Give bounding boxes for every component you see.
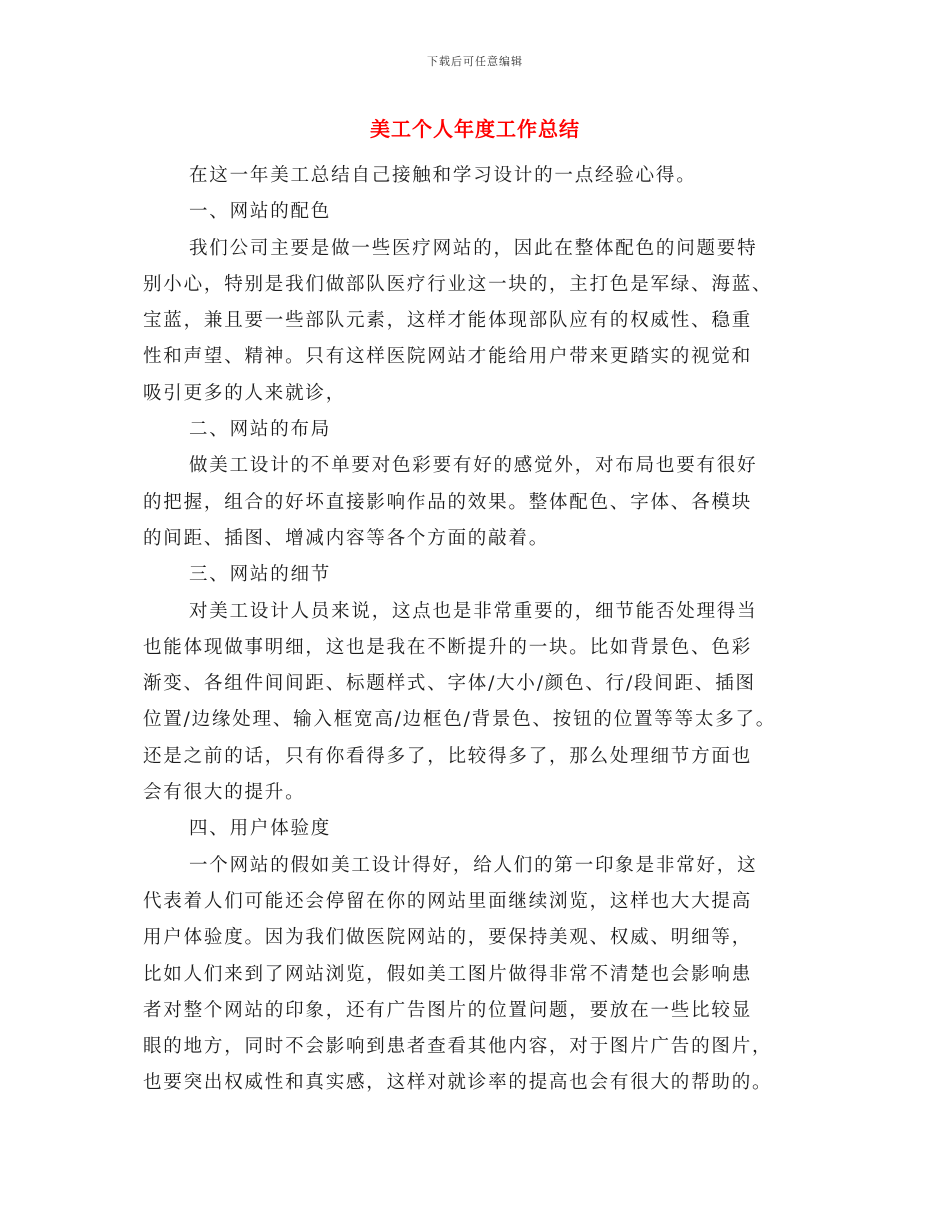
paragraph-line: 比如人们来到了网站浏览，假如美工图片做得非常不清楚也会影响患 (143, 963, 753, 985)
paragraph-line: 宝蓝，兼且要一些部队元素，这样才能体现部队应有的权威性、稳重 (143, 310, 753, 332)
paragraph-line: 一个网站的假如美工设计得好，给人们的第一印象是非常好，这 (189, 854, 758, 876)
paragraph-line: 也要突出权威性和真实感，这样对就诊率的提高也会有很大的帮助的。 (143, 1072, 773, 1094)
paragraph-line: 的把握，组合的好坏直接影响作品的效果。整体配色、字体、各模块 (143, 491, 753, 513)
section-heading-details: 三、网站的细节 (189, 564, 332, 586)
paragraph-line: 别小心，特别是我们做部队医疗行业这一块的，主打色是军绿、海蓝、 (143, 273, 773, 295)
paragraph-line: 吸引更多的人来就诊， (143, 382, 347, 404)
paragraph-line: 也能体现做事明细，这也是我在不断提升的一块。比如背景色、色彩 (143, 636, 753, 658)
document-body (143, 158, 823, 1102)
paragraph-line: 的间距、插图、增减内容等各个方面的敲着。 (143, 527, 550, 549)
paragraph-line: 用户体验度。因为我们做医院网站的，要保持美观、权威、明细等， (143, 927, 753, 949)
section-heading-layout: 二、网站的布局 (189, 419, 332, 441)
paragraph-line: 眼的地方，同时不会影响到患者查看其他内容，对于图片广告的图片， (143, 1036, 773, 1058)
paragraph-line: 代表着人们可能还会停留在你的网站里面继续浏览，这样也大大提高 (143, 890, 753, 912)
paragraph-line: 我们公司主要是做一些医疗网站的，因此在整体配色的问题要特 (189, 237, 758, 259)
section-heading-color: 一、网站的配色 (189, 201, 332, 223)
paragraph-line: 还是之前的话，只有你看得多了，比较得多了，那么处理细节方面也 (143, 745, 753, 767)
paragraph-line: 渐变、各组件间间距、标题样式、字体/大小/颜色、行/段间距、插图 (143, 673, 756, 695)
paragraph-line: 位置/边缘处理、输入框宽高/边框色/背景色、按钮的位置等等太多了。 (143, 709, 777, 731)
section-heading-user-experience: 四、用户体验度 (189, 818, 332, 840)
paragraph-line: 对美工设计人员来说，这点也是非常重要的，细节能否处理得当 (189, 600, 758, 622)
paragraph-line: 性和声望、精神。只有这样医院网站才能给用户带来更踏实的视觉和 (143, 346, 753, 368)
intro-paragraph: 在这一年美工总结自己接触和学习设计的一点经验心得。 (189, 165, 697, 186)
paragraph-line: 者对整个网站的印象，还有广告图片的位置问题，要放在一些比较显 (143, 999, 753, 1021)
header-note: 下载后可任意编辑 (427, 55, 523, 68)
paragraph-line: 会有很大的提升。 (143, 782, 306, 804)
document-title: 美工个人年度工作总结 (370, 117, 580, 141)
paragraph-line: 做美工设计的不单要对色彩要有好的感觉外，对布局也要有很好 (189, 455, 758, 477)
